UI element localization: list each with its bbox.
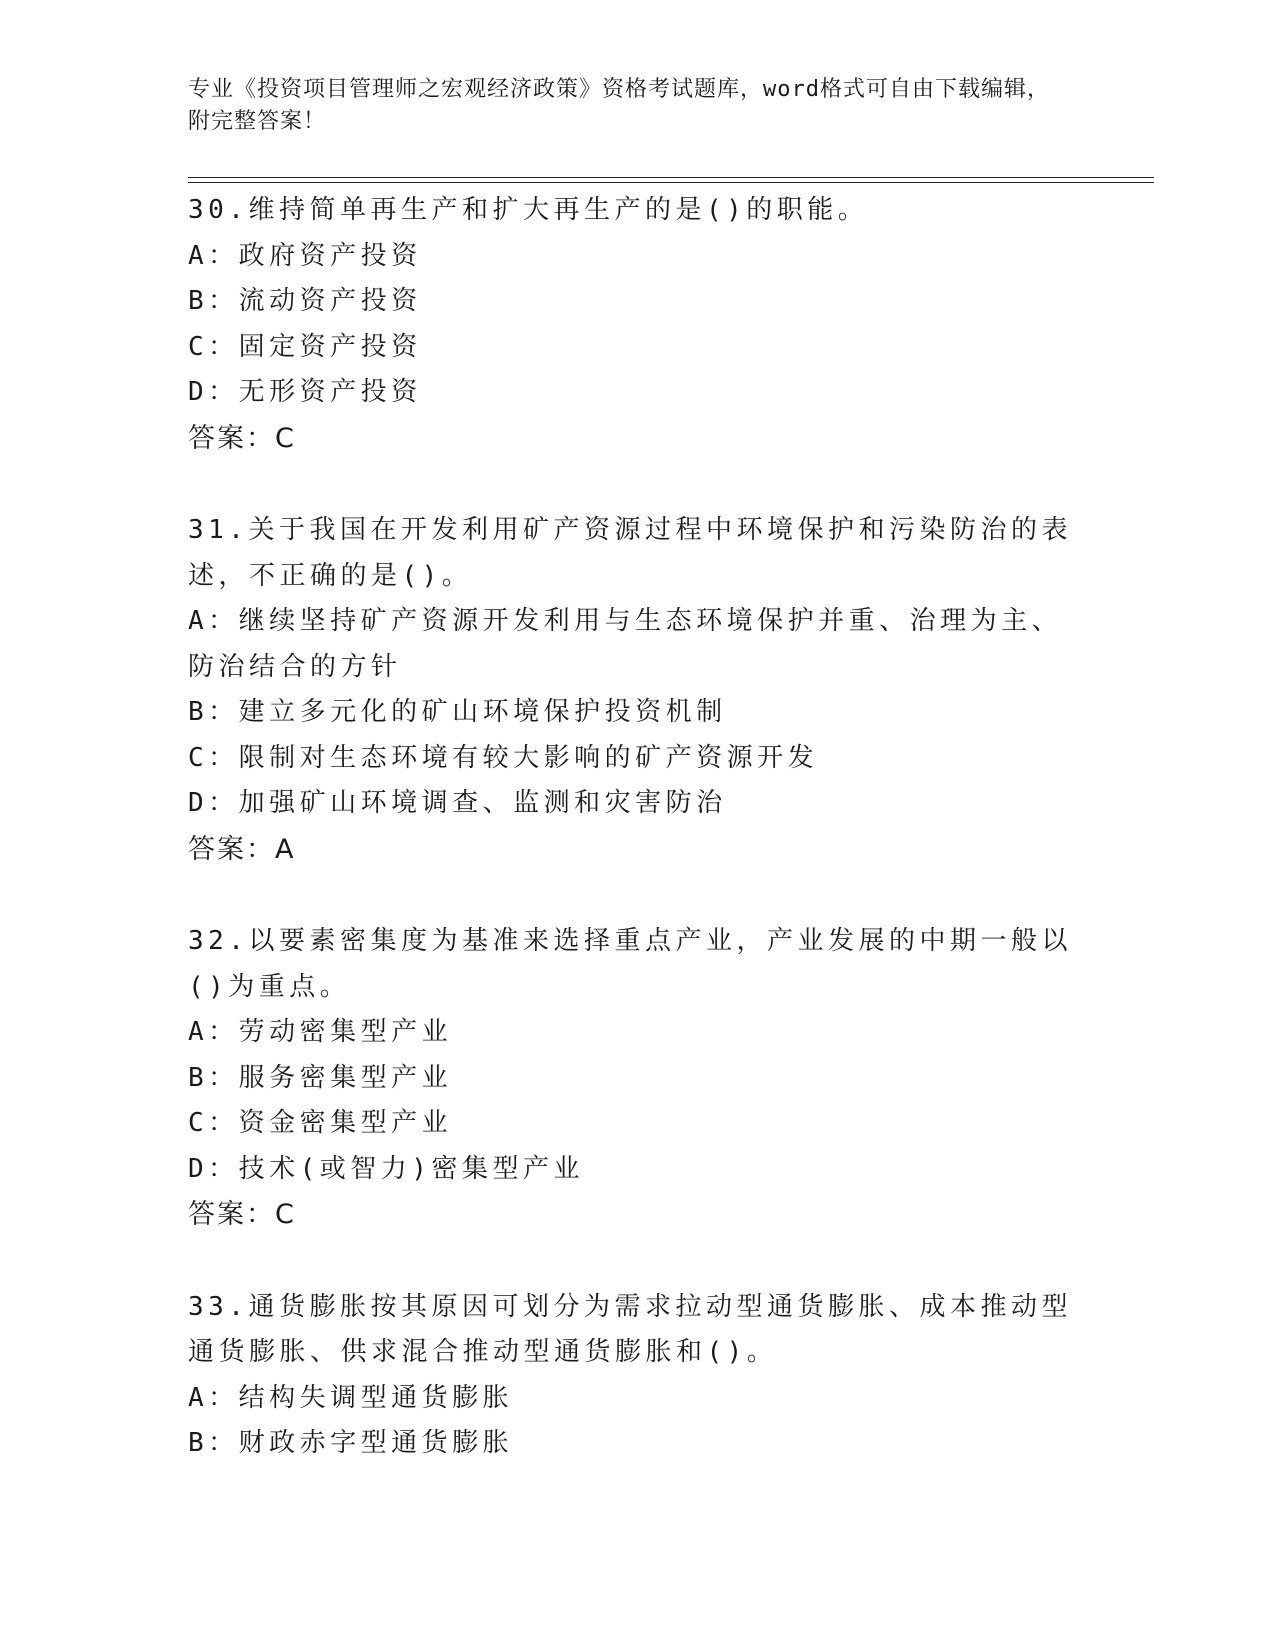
option-b: B：服务密集型产业 bbox=[188, 1062, 453, 1093]
header-divider-bottom bbox=[188, 182, 1154, 183]
option-b: B：财政赤字型通货膨胀 bbox=[188, 1428, 514, 1458]
question-list bbox=[188, 188, 1088, 1514]
question-stem: 30.维持简单再生产和扩大再生产的是()的职能。 bbox=[188, 195, 869, 225]
option-d: D：加强矿山环境调查、监测和灾害防治 bbox=[188, 788, 727, 818]
option-a: A：劳动密集型产业 bbox=[188, 1017, 453, 1047]
option-b: B：流动资产投资 bbox=[188, 286, 422, 316]
header-divider-top bbox=[188, 177, 1154, 178]
question-30 bbox=[188, 188, 1088, 461]
option-c: C：资金密集型产业 bbox=[188, 1108, 453, 1138]
option-b: B：建立多元化的矿山环境保护投资机制 bbox=[188, 697, 727, 727]
option-a: A：政府资产投资 bbox=[188, 240, 422, 271]
document-header: 专业《投资项目管理师之宏观经济政策》资格考试题库，word格式可自由下载编辑，附完整答案！ bbox=[188, 77, 1050, 134]
answer-line: 答案：C bbox=[188, 422, 296, 454]
answer-line: 答案：C bbox=[188, 1199, 296, 1230]
question-33 bbox=[188, 1285, 1088, 1467]
option-d: D：无形资产投资 bbox=[188, 377, 422, 407]
question-stem: 33.通货膨胀按其原因可划分为需求拉动型通货膨胀、成本推动型通货膨胀、供求混合推动型通货膨胀和()。 bbox=[188, 1291, 1072, 1367]
option-c: C：限制对生态环境有较大影响的矿产资源开发 bbox=[188, 742, 819, 773]
option-c: C：固定资产投资 bbox=[188, 331, 422, 362]
answer-line: 答案：A bbox=[188, 833, 296, 865]
option-a: A：继续坚持矿产资源开发利用与生态环境保护并重、治理为主、防治结合的方针 bbox=[188, 606, 1063, 682]
question-stem: 31.关于我国在开发利用矿产资源过程中环境保护和污染防治的表述，不正确的是()。 bbox=[188, 515, 1072, 591]
question-stem: 32.以要素密集度为基准来选择重点产业，产业发展的中期一般以()为重点。 bbox=[188, 926, 1072, 1002]
option-d: D：技术(或智力)密集型产业 bbox=[188, 1153, 584, 1184]
question-31 bbox=[188, 508, 1088, 872]
question-32 bbox=[188, 919, 1088, 1238]
option-a: A：结构失调型通货膨胀 bbox=[188, 1382, 514, 1413]
